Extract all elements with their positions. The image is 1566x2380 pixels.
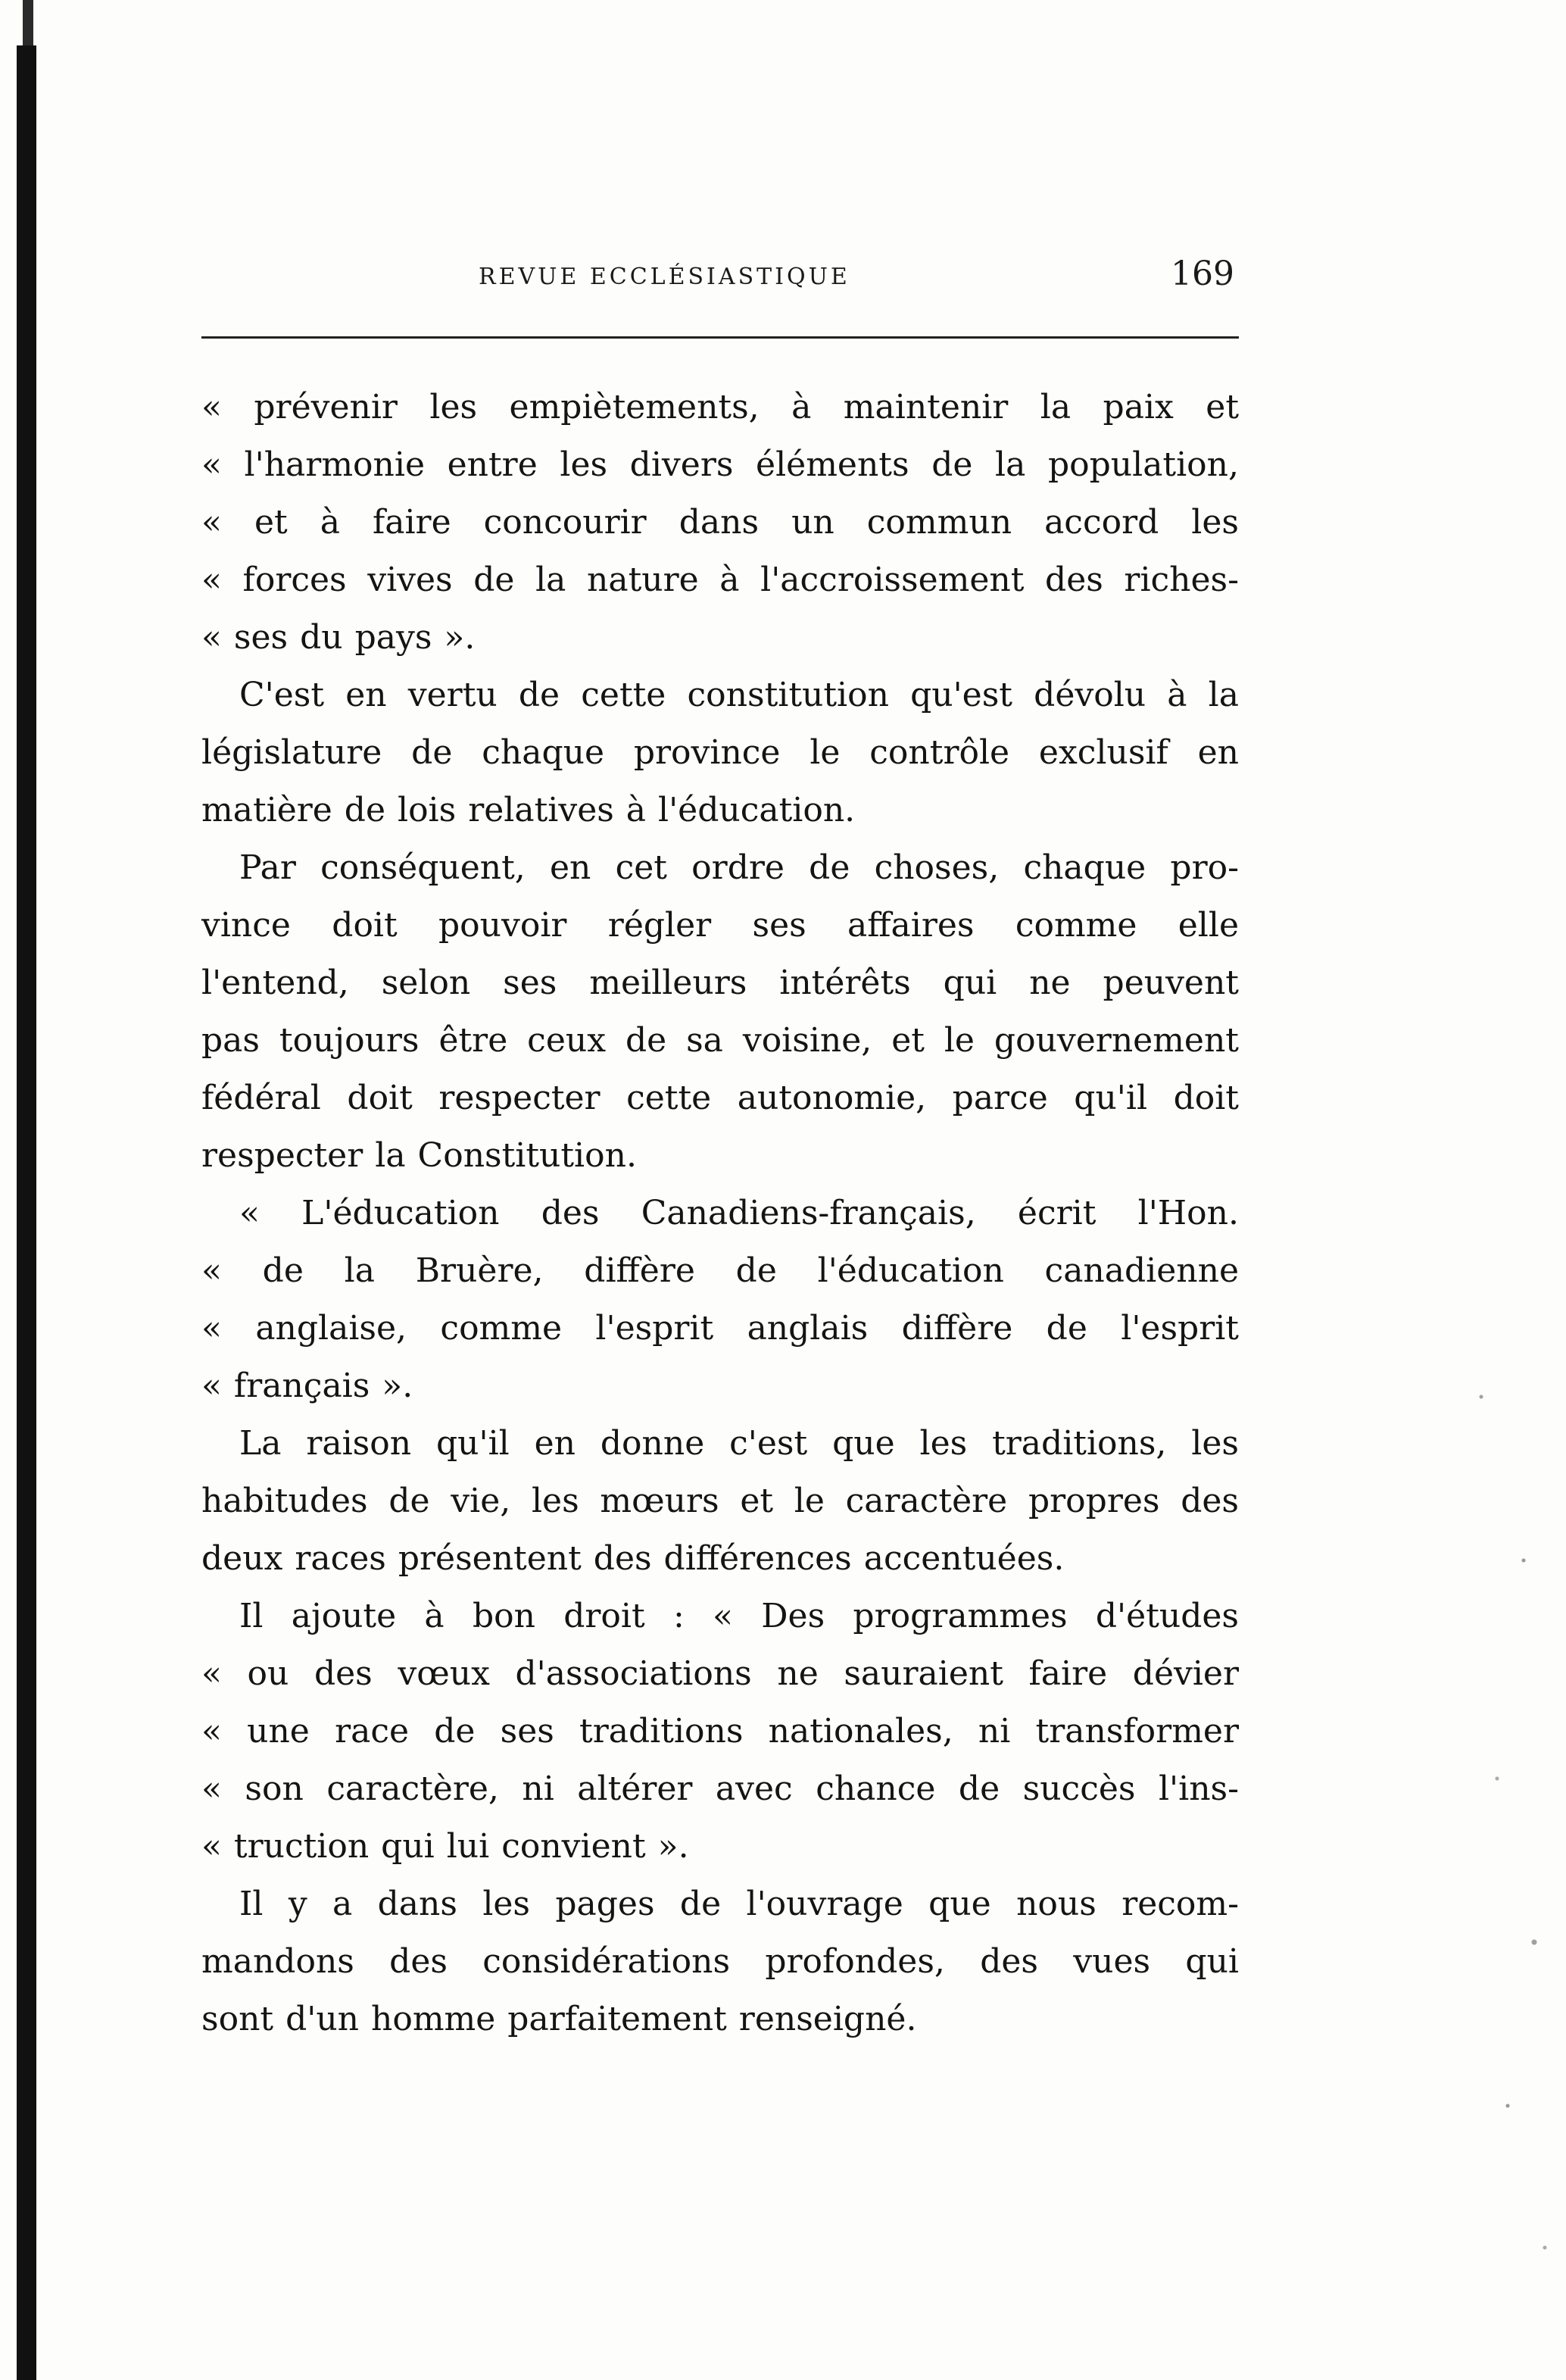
paragraph (201, 1876, 1239, 2048)
text-line: « truction qui lui convient ». (201, 1827, 689, 1866)
text-line: La raison qu'il en donne c'est que les traditions, les (239, 1424, 1239, 1463)
text-line: habitudes de vie, les mœurs et le caractère propres des (201, 1482, 1239, 1520)
page-header (201, 255, 1249, 303)
text-line: Il ajoute à bon droit : « Des programmes d'études (239, 1597, 1239, 1635)
text-line: « son caractère, ni altérer avec chance de succès l'ins- (201, 1769, 1239, 1808)
paragraph (201, 1415, 1239, 1588)
paragraph (201, 1588, 1239, 1876)
paragraph (201, 667, 1239, 839)
text-line: « et à faire concourir dans un commun accord les (201, 503, 1239, 542)
header-rule (201, 336, 1239, 339)
text-line: « forces vives de la nature à l'accroissement des riches- (201, 561, 1239, 599)
text-line: législature de chaque province le contrôle exclusif en (201, 733, 1239, 772)
text-line: l'entend, selon ses meilleurs intérêts qui ne peuvent (201, 964, 1239, 1002)
paragraph (201, 839, 1239, 1185)
body-text (201, 379, 1239, 2048)
text-line: « ses du pays ». (201, 618, 476, 657)
text-line: « français ». (201, 1366, 413, 1405)
text-line: « une race de ses traditions nationales, ni transformer (201, 1712, 1239, 1751)
text-line: « anglaise, comme l'esprit anglais diffère de l'esprit (201, 1309, 1239, 1348)
text-line: « l'harmonie entre les divers éléments de la population, (201, 445, 1239, 484)
paragraph (201, 1185, 1239, 1415)
text-line: respecter la Constitution. (201, 1136, 637, 1175)
running-title: REVUE ECCLÉSIASTIQUE (479, 264, 850, 290)
text-line: fédéral doit respecter cette autonomie, parce qu'il doit (201, 1079, 1239, 1117)
text-line: pas toujours être ceux de sa voisine, et le gouvernement (201, 1021, 1239, 1060)
text-line: C'est en vertu de cette constitution qu'est dévolu à la (239, 676, 1239, 714)
text-line: « de la Bruère, diffère de l'éducation canadienne (201, 1251, 1239, 1290)
text-line: sont d'un homme parfaitement renseigné. (201, 2000, 917, 2038)
text-line: Il y a dans les pages de l'ouvrage que nous recom- (239, 1885, 1239, 1923)
text-line: deux races présentent des différences accentuées. (201, 1539, 1065, 1578)
text-line: matière de lois relatives à l'éducation. (201, 791, 856, 829)
text-line: « L'éducation des Canadiens-français, écrit l'Hon. (239, 1194, 1239, 1232)
page-number: 169 (1171, 255, 1234, 293)
paragraph (201, 379, 1239, 667)
text-line: « ou des vœux d'associations ne sauraient faire dévier (201, 1654, 1239, 1693)
binding-edge (17, 45, 36, 2380)
text-line: « prévenir les empiètements, à maintenir la paix et (201, 388, 1239, 426)
text-line: vince doit pouvoir régler ses affaires comme elle (201, 906, 1239, 945)
text-line: mandons des considérations profondes, des vues qui (201, 1942, 1239, 1981)
scan-noise (1460, 1288, 1566, 2378)
text-line: Par conséquent, en cet ordre de choses, chaque pro- (239, 848, 1239, 887)
